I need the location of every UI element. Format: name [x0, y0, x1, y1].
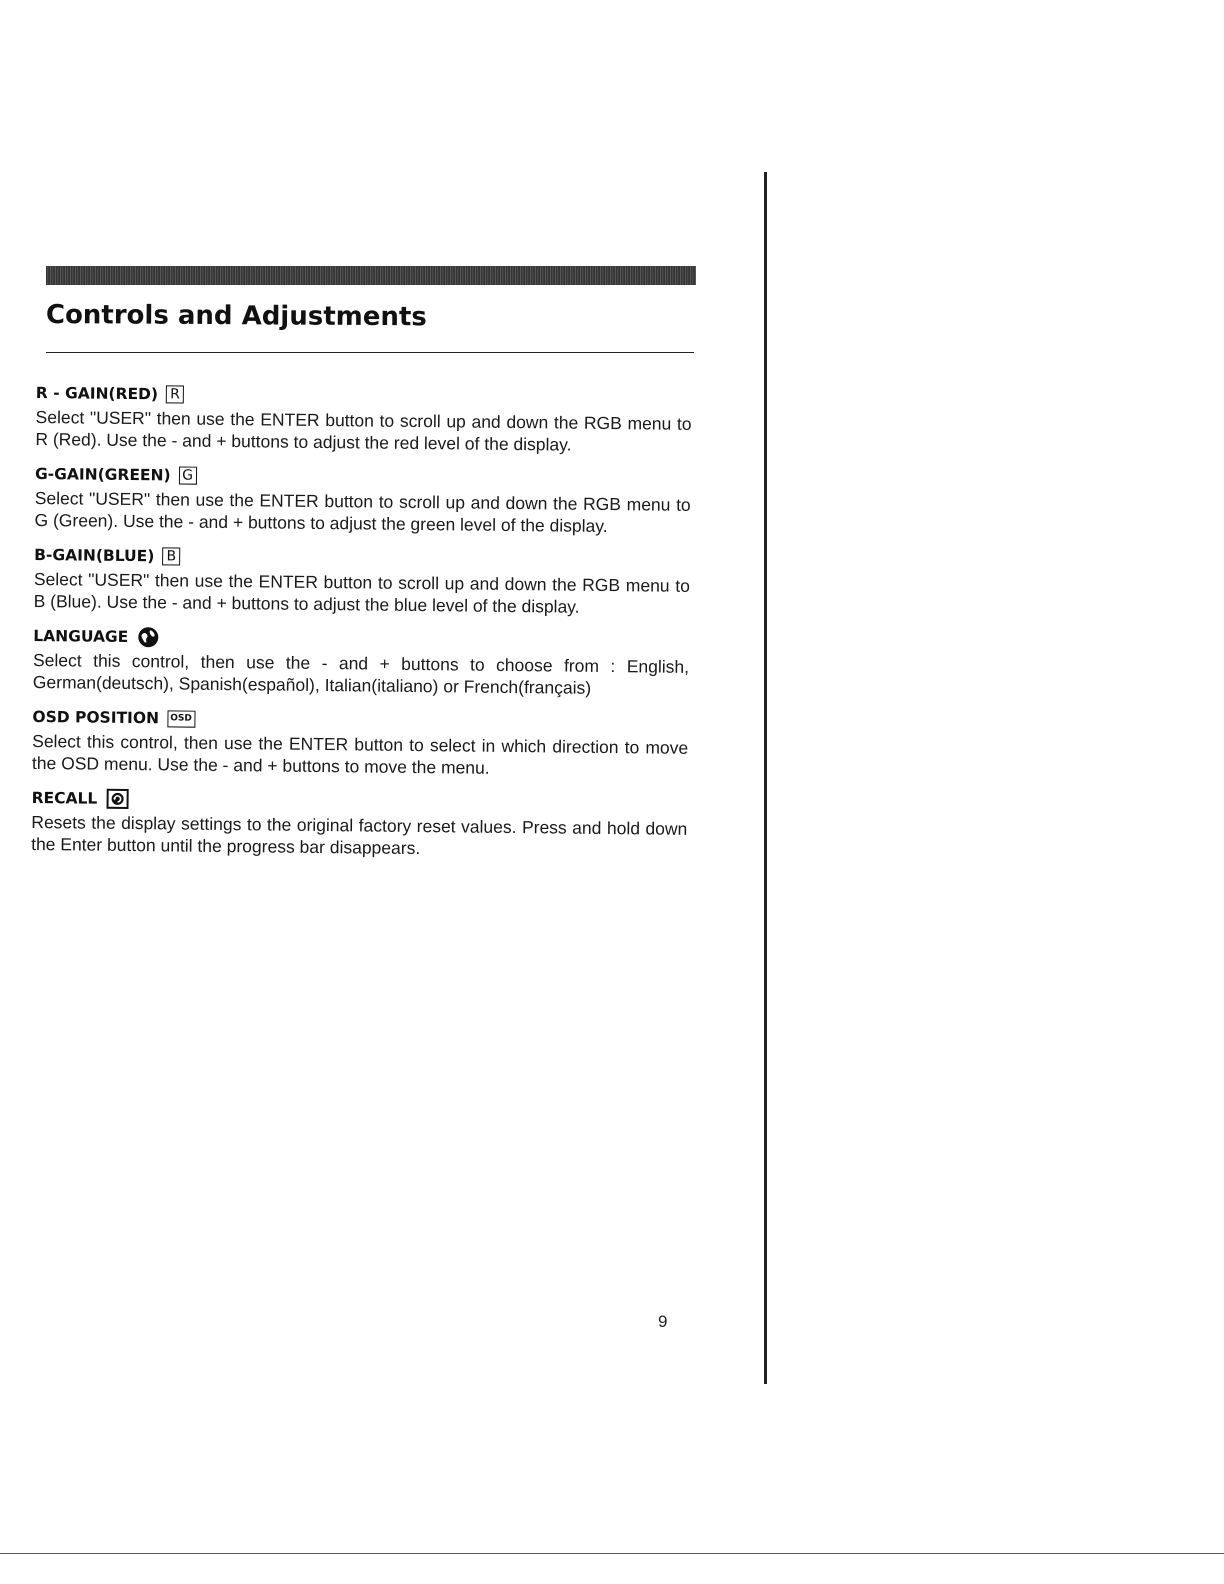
section-heading-label: G-GAIN(GREEN)	[34, 464, 171, 485]
b-box-icon: B	[162, 547, 180, 565]
section-osd-position	[32, 704, 689, 781]
globe-icon	[136, 625, 160, 649]
section-body: Resets the display settings to the original factory reset values. Press and hold down the Enter button until the progress bar disappears.	[31, 811, 688, 859]
binding-rule	[764, 172, 767, 1384]
content	[31, 380, 692, 873]
section-body: Select this control, then use the - and + buttons to choose from : English, German(deutsch), Spanish(español), Italian(italiano) or French(français)	[32, 649, 690, 698]
section-recall	[31, 785, 688, 862]
section-body: Select "USER" then use the ENTER button to scroll up and down the RGB menu to B (Blue). Use the - and + buttons to adjust the blue level of the display.	[33, 568, 690, 617]
recall-icon	[105, 787, 129, 811]
section-heading-label: OSD POSITION	[32, 707, 160, 728]
section-heading-label: R - GAIN(RED)	[35, 383, 159, 404]
title-rule	[46, 352, 694, 353]
bottom-rule	[0, 1553, 1224, 1554]
section-body: Select this control, then use the ENTER button to select in which direction to move the OSD menu. Use the - and + buttons to move the menu.	[31, 730, 689, 778]
section-b-gain	[34, 542, 691, 619]
section-heading-label: LANGUAGE	[33, 626, 129, 646]
section-r-gain	[35, 380, 692, 457]
g-box-icon: G	[179, 466, 197, 484]
osd-box-icon: OSD	[167, 710, 195, 727]
r-box-icon: R	[166, 385, 184, 403]
section-language	[33, 623, 690, 700]
header-bar	[46, 266, 696, 285]
section-heading-label: B-GAIN(BLUE)	[34, 545, 155, 566]
section-body: Select "USER" then use the ENTER button to scroll up and down the RGB menu to R (Red). Use the - and + buttons to adjust the red level of the display.	[35, 406, 692, 455]
page-title: Controls and Adjustments	[45, 300, 427, 333]
section-g-gain	[34, 461, 691, 538]
page-number: 9	[658, 1312, 668, 1331]
section-body: Select "USER" then use the ENTER button to scroll up and down the RGB menu to G (Green). Use the - and + buttons to adjust the green level of the display.	[34, 487, 691, 536]
section-heading-label: RECALL	[31, 788, 98, 808]
